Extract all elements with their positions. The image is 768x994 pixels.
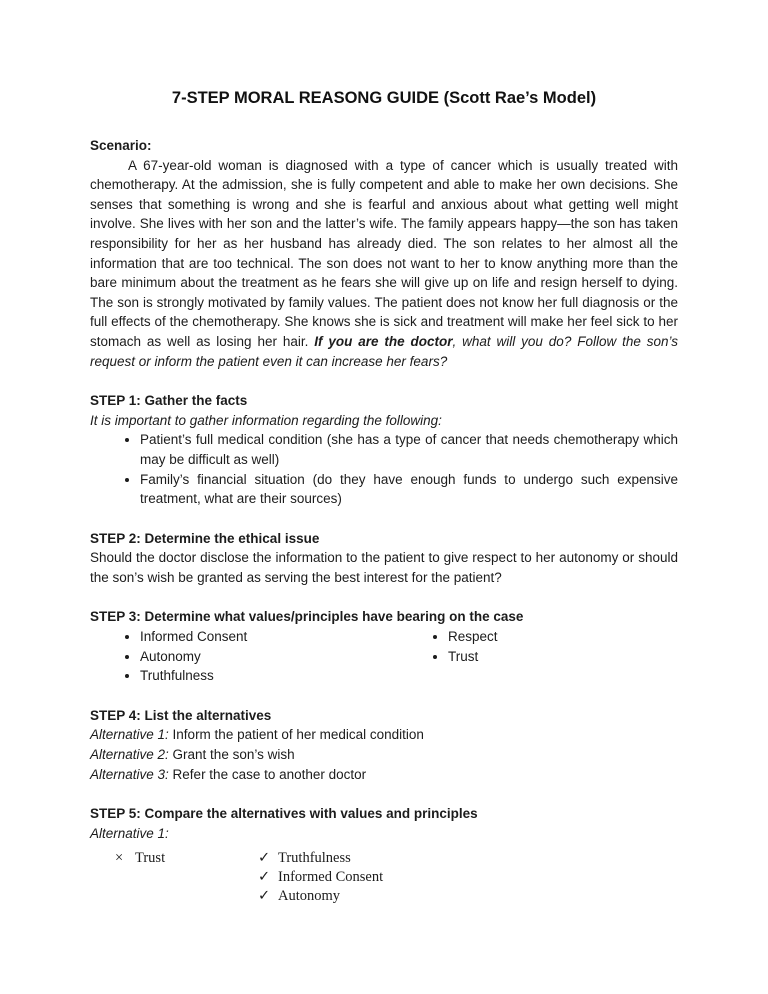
step2-body: Should the doctor disclose the information to the patient to give respect to her autonomy or should the son’s wish be granted as serving the best interest for the patient?: [90, 550, 678, 585]
list-item: • Trust: [448, 647, 678, 667]
cons-column: [115, 849, 258, 906]
check-icon: ✓: [258, 869, 271, 886]
step3-right-column: [425, 627, 678, 686]
step5-section: [90, 804, 678, 906]
scenario-label: Scenario:: [90, 138, 152, 153]
list-item: • Family’s financial situation (do they have enough funds to undergo such expensive treatment, what are their sources): [140, 470, 678, 509]
list-item: • Respect: [448, 627, 678, 647]
pros-column: [258, 849, 678, 906]
con-value: Trust: [135, 850, 166, 867]
pro-item: [258, 849, 678, 868]
pro-value: Informed Consent: [278, 869, 384, 886]
list-item: • Informed Consent: [140, 627, 425, 647]
step2-section: [90, 529, 678, 588]
alternative-line: [90, 725, 678, 745]
check-icon: ✓: [258, 850, 271, 867]
check-icon: ✓: [258, 888, 271, 905]
step4-section: [90, 706, 678, 784]
step3-left-list: [90, 627, 425, 686]
alternative-line: [90, 745, 678, 765]
step3-left-column: [90, 627, 425, 686]
alternative-text: Grant the son’s wish: [168, 747, 295, 763]
scenario-paragraph: [90, 156, 678, 372]
alternative-label: Alternative 1:: [90, 727, 169, 743]
list-item: • Patient’s full medical condition (she has a type of cancer that needs chemotherapy which may be difficult as well): [140, 430, 678, 469]
alternative-label: Alternative 2:: [90, 747, 169, 763]
step5-alternative-label: Alternative 1:: [90, 825, 169, 841]
step1-intro: It is important to gather information regarding the following:: [90, 412, 442, 428]
step1-heading: STEP 1: Gather the facts: [90, 393, 248, 409]
step1-bullet-list: [90, 430, 678, 508]
step4-heading: STEP 4: List the alternatives: [90, 707, 272, 723]
scenario-body-text: A 67-year-old woman is diagnosed with a type of cancer which is usually treated with chemotherapy. At the admission, she is fully competent and able to make her own decisions. She senses that something is wrong and she is fearful and anxious about what getting well might involve. She lives with her son and the latter’s wife. The family appears happy—the son has taken responsibility for her as her husband has already died. The son relates to her almost all the information that are too technical. The son does not want to her to know anything more than the bare minimum about the treatment as he fears she will give up on life and resign herself to dying. The son is strongly motivated by family values. The patient does not know her full diagnosis or the full effects of the chemotherapy. She knows she is sick and treatment will make her feel sick to her stomach as well as losing her hair.: [90, 157, 678, 349]
pro-item: [258, 887, 678, 906]
con-item: [115, 849, 258, 868]
scenario-question-italic: , what will you do? Follow the son’s request or inform the patient even it can increase her fears?: [90, 333, 678, 369]
step3-section: [90, 607, 678, 685]
scenario-question-bold: If you are the doctor: [314, 333, 453, 349]
pro-value: Truthfulness: [278, 850, 351, 867]
step2-heading: STEP 2: Determine the ethical issue: [90, 530, 320, 546]
step3-values-columns: [90, 627, 678, 686]
comparison-columns: [90, 849, 678, 906]
step5-heading: STEP 5: Compare the alternatives with values and principles: [90, 806, 478, 822]
alternative-text: Inform the patient of her medical condition: [168, 727, 424, 743]
cross-icon: ×: [115, 850, 124, 867]
step3-right-list: [425, 627, 678, 666]
scenario-section: [90, 136, 678, 371]
alternative-label: Alternative 3:: [90, 766, 169, 782]
alternative-line: [90, 765, 678, 785]
list-item: • Truthfulness: [140, 666, 425, 686]
page-title: 7-STEP MORAL REASONG GUIDE (Scott Rae’s Model): [171, 89, 597, 107]
pro-value: Autonomy: [278, 888, 341, 905]
step3-heading: STEP 3: Determine what values/principles have bearing on the case: [90, 609, 524, 625]
step1-section: [90, 391, 678, 509]
pro-item: [258, 868, 678, 887]
list-item: • Autonomy: [140, 647, 425, 667]
alternative-text: Refer the case to another doctor: [168, 766, 367, 782]
